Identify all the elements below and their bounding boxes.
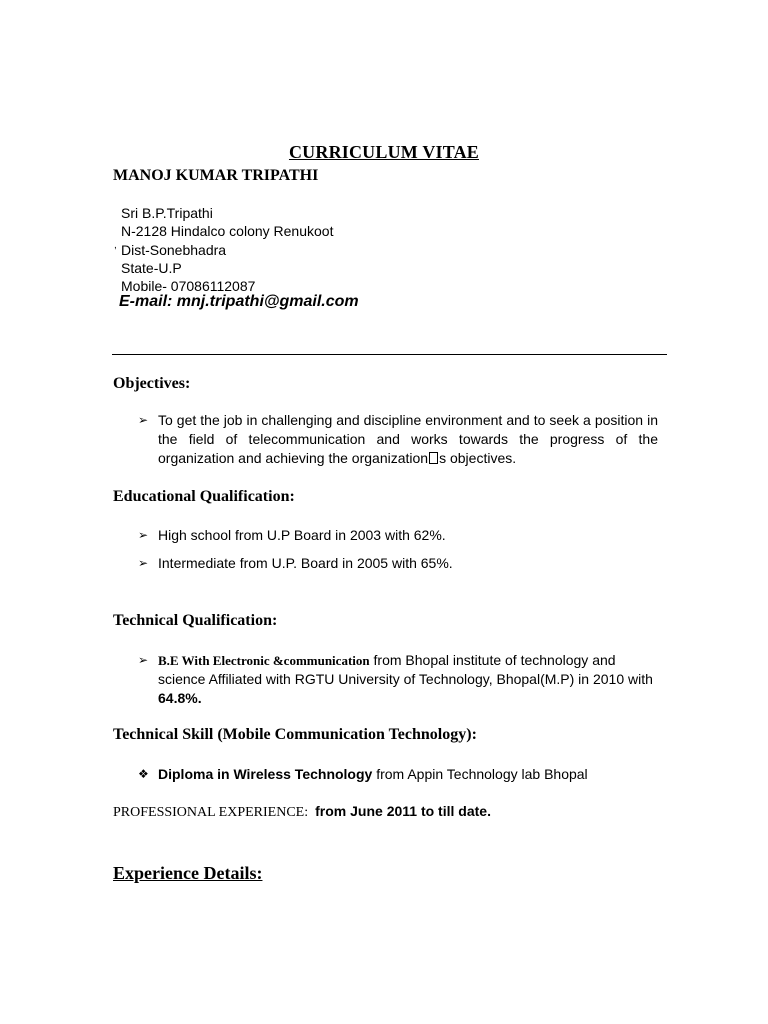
technical-qualification-text (158, 651, 658, 708)
degree-details: from Bhopal institute of technology and science Affiliated with RGTU University of Technology, Bhopal(M.P) in 2010 with (158, 652, 653, 687)
arrow-bullet-icon: ➢ (138, 556, 149, 570)
address-line: State-U.P (121, 259, 182, 276)
technical-qualification-item (138, 651, 658, 708)
diploma-title: Diploma in Wireless Technology (158, 766, 373, 782)
education-heading: Educational Qualification: (113, 488, 295, 505)
objectives-text-part1: To get the job in challenging and discipline environment and to seek a position in the field of telecommunication and works towards the progress of the organization and achieving the organization (158, 412, 658, 466)
address-line: Sri B.P.Tripathi (121, 205, 213, 221)
objectives-heading: Objectives: (113, 375, 191, 392)
arrow-bullet-icon: ➢ (138, 653, 149, 667)
arrow-bullet-icon: ➢ (138, 528, 149, 542)
address-block (121, 204, 333, 295)
technical-skill-item (138, 765, 658, 784)
professional-experience-value: from June 2011 to till date. (315, 803, 491, 819)
email-address: E-mail: mnj.tripathi@gmail.com (119, 293, 359, 310)
horizontal-divider (112, 354, 667, 355)
diploma-details: from Appin Technology lab Bhopal (372, 766, 588, 782)
address-line: Dist-Sonebhadra (121, 241, 227, 258)
degree-score: 64.8%. (158, 690, 202, 706)
experience-details-heading: Experience Details: (113, 863, 263, 883)
objectives-text (158, 411, 658, 468)
arrow-bullet-icon: ➢ (138, 413, 149, 427)
stray-comma-mark: , (114, 240, 117, 251)
address-line: N-2128 Hindalco colony Renukoot (121, 223, 334, 240)
objectives-item (138, 411, 658, 468)
technical-skill-text (158, 765, 658, 784)
objectives-text-part2: s objectives. (439, 450, 517, 466)
candidate-name: MANOJ KUMAR TRIPATHI (113, 167, 319, 184)
education-item-text: High school from U.P Board in 2003 with 62%. (158, 527, 446, 543)
technical-skill-heading: Technical Skill (Mobile Communication Technology): (113, 726, 477, 743)
education-item (138, 554, 658, 573)
document-title: CURRICULUM VITAE (288, 142, 480, 162)
mobile-number: Mobile- 07086112087 (121, 278, 256, 295)
degree-title: B.E With Electronic &communication (158, 653, 370, 668)
missing-glyph-icon (429, 452, 438, 464)
education-item-text: Intermediate from U.P. Board in 2005 with 65%. (158, 555, 453, 571)
professional-experience-line (113, 803, 491, 821)
education-item (138, 526, 658, 545)
diamond-bullet-icon: ❖ (138, 767, 149, 781)
professional-experience-label: PROFESSIONAL EXPERIENCE: (113, 805, 309, 820)
technical-qualification-heading: Technical Qualification: (113, 612, 278, 629)
